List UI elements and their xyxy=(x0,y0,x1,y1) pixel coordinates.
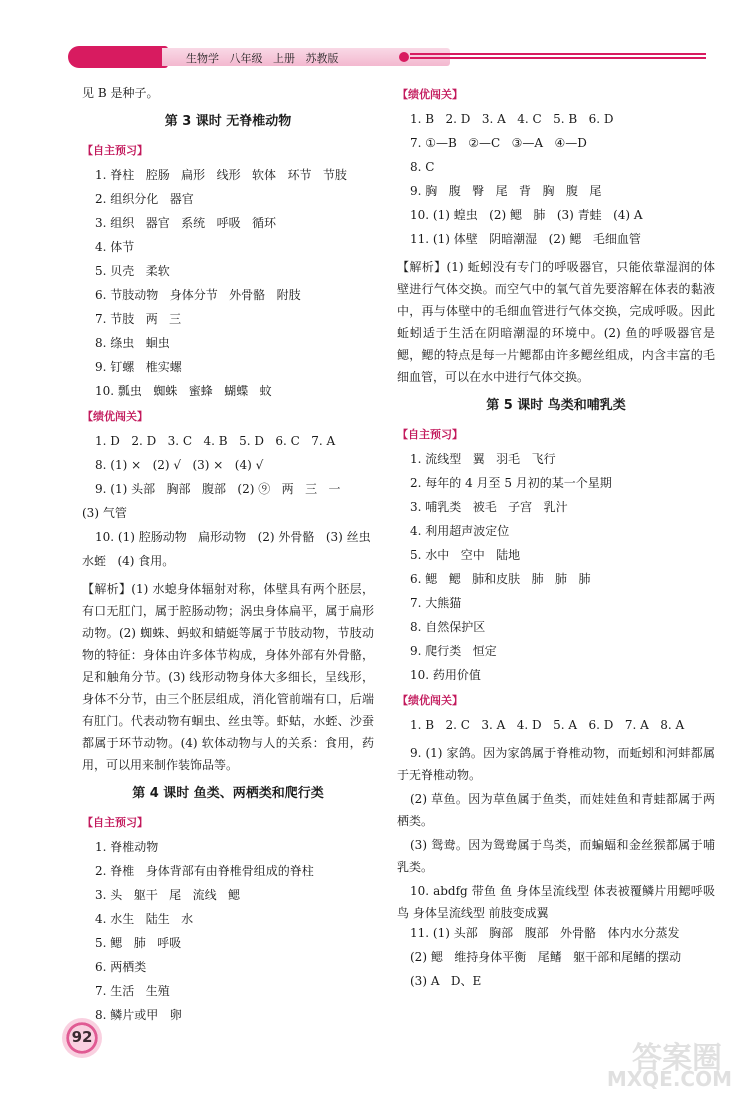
page-number xyxy=(62,1018,102,1058)
tag-practice: 【绩优闯关】 xyxy=(82,410,148,423)
practice-list xyxy=(82,434,374,568)
list-item: 1. 脊椎动物 xyxy=(95,840,159,854)
list-item: 4. 利用超声波定位 xyxy=(410,524,510,538)
left-column xyxy=(82,86,374,1032)
header-series-badge xyxy=(68,46,168,68)
list-item: 7. 节肢 两 三 xyxy=(95,312,182,326)
list-item: 1. D 2. D 3. C 4. B 5. D 6. C 7. A xyxy=(95,434,336,448)
list-item: 6. 节肢动物 身体分节 外骨骼 附肢 xyxy=(95,288,301,302)
list-item: 1. 流线型 翼 羽毛 飞行 xyxy=(410,452,556,466)
list-item: 9. (1) 头部 胸部 腹部 (2) ⑨ 两 三 一 xyxy=(95,482,341,496)
preview-list-2 xyxy=(82,840,374,1022)
preview-list xyxy=(397,452,715,682)
list-item: 6. 两栖类 xyxy=(95,960,147,974)
page-number-text: 92 xyxy=(71,1028,93,1046)
practice-list xyxy=(397,112,715,246)
list-item: 9. 爬行类 恒定 xyxy=(410,644,497,658)
tag-practice: 【绩优闯关】 xyxy=(397,88,463,101)
intro-line: 见 B 是种子。 xyxy=(82,86,159,100)
analysis-paragraph: 【解析】(1) 水螅身体辐射对称，体壁具有两个胚层，有口无肛门，属于腔肠动物；涡虫身体扁平，属于扁形动物。(2) 蜘蛛、蚂蚁和蜻蜓等属于节肢动物，节肢动物的特征：身体由许多体节构成，身体外部有外骨骼，足和触角分节。(3) 线形动物身体大多细长，呈线形，身体不分节，由三个胚层组成，消化管前端有口，后端有肛门。代表动物有蛔虫、丝虫等。虾蛄，水蛭、沙蚕都属于环节动物。(4) 软体动物与人的关系：食用，药用，可以用来制作装饰品等。 xyxy=(82,582,374,772)
list-item: 8. 自然保护区 xyxy=(410,620,486,634)
list-item: 1. 脊柱 腔肠 扁形 线形 软体 环节 节肢 xyxy=(95,168,347,182)
list-item: 2. 每年的 4 月至 5 月初的某一个星期 xyxy=(410,476,612,490)
answer-9-2: (2) 草鱼。因为草鱼属于鱼类，而娃娃鱼和青蛙都属于两栖类。 xyxy=(397,792,715,828)
list-item: 6. 鳃 鳃 肺和皮肤 肺 肺 肺 xyxy=(410,572,591,586)
lesson3-title: 第 3 课时 无脊椎动物 xyxy=(164,114,292,129)
watermark xyxy=(566,1033,736,1091)
watermark-url: MXQE.COM xyxy=(606,1067,732,1091)
header-subject: 生物学 八年级 上册 苏教版 xyxy=(186,52,339,65)
list-item: 8. 绦虫 蛔虫 xyxy=(95,336,170,350)
right-column xyxy=(397,86,715,998)
preview-list xyxy=(82,168,374,398)
list-item: 10. 药用价值 xyxy=(410,668,481,682)
list-item: 10. (1) 蝗虫 (2) 鳃 肺 (3) 青蛙 (4) A xyxy=(410,208,643,222)
list-item: 1. B 2. C 3. A 4. D 5. A 6. D 7. A 8. A xyxy=(410,718,685,732)
header-dot xyxy=(399,52,409,62)
list-item: 2. 组织分化 器官 xyxy=(95,192,194,206)
list-item: 3. 哺乳类 被毛 子宫 乳汁 xyxy=(410,500,568,514)
answer-9-3: (3) 鸳鸯。因为鸳鸯属于鸟类，而蝙蝠和金丝猴都属于哺乳类。 xyxy=(397,838,715,874)
tag-preview: 【自主预习】 xyxy=(82,144,148,157)
list-item: 3. 组织 器官 系统 呼吸 循环 xyxy=(95,216,277,230)
analysis-paragraph: 【解析】(1) 蚯蚓没有专门的呼吸器官，只能依靠湿润的体壁进行气体交换。而空气中的氧气首先要溶解在体表的黏液中，再与体壁中的毛细血管进行气体交换，完成呼吸。因此蚯蚓适于生活在阴暗潮湿的环境中。(2) 鱼的呼吸器官是鳃，鳃的特点是每一片鳃都由许多鳃丝组成，内含丰富的毛细血管，可以在水中进行气体交换。 xyxy=(397,260,715,384)
list-item: 9. 钉螺 椎实螺 xyxy=(95,360,182,374)
list-item: 10. 瓢虫 蜘蛛 蜜蜂 蝴蝶 蚊 xyxy=(95,384,272,398)
list-item: 4. 体节 xyxy=(95,240,135,254)
list-item: 水蛭 (4) 食用。 xyxy=(82,554,175,568)
list-item: 5. 贝壳 柔软 xyxy=(95,264,170,278)
list-item: 7. 大熊猫 xyxy=(410,596,462,610)
list-item: 8. 鳞片或甲 卵 xyxy=(95,1008,182,1022)
tag-preview: 【自主预习】 xyxy=(397,428,463,441)
list-item: 11. (1) 体壁 阴暗潮湿 (2) 鳃 毛细血管 xyxy=(410,232,641,246)
list-item: 4. 水生 陆生 水 xyxy=(95,912,194,926)
lesson4-title: 第 4 课时 鱼类、两栖类和爬行类 xyxy=(132,786,324,801)
answer-11-1: 11. (1) 头部 胸部 腹部 外骨骼 体内水分蒸发 xyxy=(410,926,680,940)
lesson5-title: 第 5 课时 鸟类和哺乳类 xyxy=(486,398,626,413)
list-item: 5. 鳃 肺 呼吸 xyxy=(95,936,182,950)
list-item: 7. 生活 生殖 xyxy=(95,984,170,998)
answer-11-2: (2) 鳃 维持身体平衡 尾鳍 躯干部和尾鳍的摆动 xyxy=(410,950,682,964)
list-item: 1. B 2. D 3. A 4. C 5. B 6. D xyxy=(410,112,614,126)
tag-practice-2: 【绩优闯关】 xyxy=(397,694,463,707)
answer-9-1: 9. (1) 家鸽。因为家鸽属于脊椎动物，而蚯蚓和河蚌都属于无脊椎动物。 xyxy=(397,746,715,782)
list-item: 7. ①—B ②—C ③—A ④—D xyxy=(410,136,587,150)
list-item: 5. 水中 空中 陆地 xyxy=(410,548,521,562)
list-item: 8. C xyxy=(410,160,435,174)
tag-preview-2: 【自主预习】 xyxy=(82,816,148,829)
answer-10: 10. abdfg 带鱼 鱼 身体呈流线型 体表被覆鳞片用鳃呼吸 鸟 身体呈流线型 前肢变成翼 xyxy=(397,884,715,920)
header-rule xyxy=(410,53,706,61)
list-item: 3. 头 躯干 尾 流线 鳃 xyxy=(95,888,241,902)
answer-11-3: (3) A D、E xyxy=(410,974,482,988)
list-item: 2. 脊椎 身体背部有由脊椎骨组成的脊柱 xyxy=(95,864,314,878)
list-item: (3) 气管 xyxy=(82,506,127,520)
list-item: 10. (1) 腔肠动物 扁形动物 (2) 外骨骼 (3) 丝虫 xyxy=(95,530,371,544)
list-item: 8. (1) × (2) √ (3) × (4) √ xyxy=(95,458,264,472)
watermark-logo: 答案圈 xyxy=(632,1041,722,1076)
list-item: 9. 胸 腹 臀 尾 背 胸 腹 尾 xyxy=(410,184,602,198)
